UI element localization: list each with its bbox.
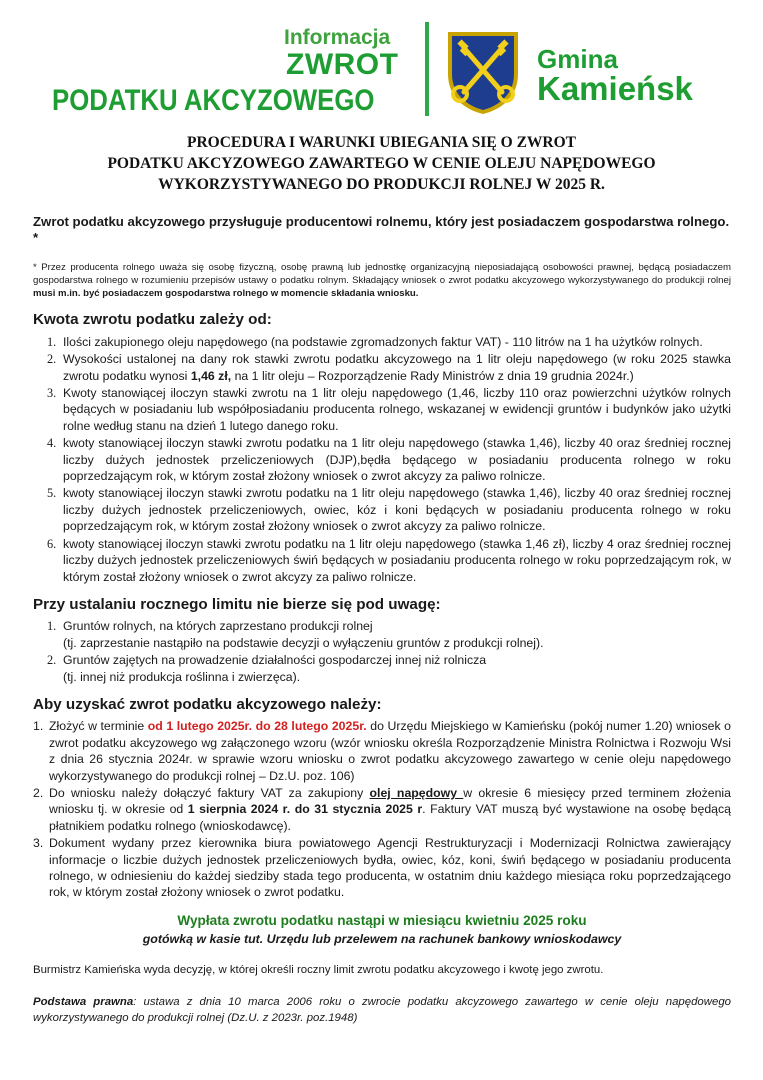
footnote-bold: musi m.in. być posiadaczem gospodarstwa rolnego w momencie składania wniosku. xyxy=(33,288,419,300)
list-item xyxy=(33,385,731,434)
footnote-text: * Przez producenta rolnego uważa się osobę fizyczną, osobę prawną lub jednostkę organizacyjną nieposiadającą osobowości prawnej, będącą posiadaczem gospodarstwa rolnego w rozumieniu przepisów ustawy o podatku rolnym. Składający wniosek o zwrot podatku akcyzowego wykorzystywanego do produkcji rolnej xyxy=(33,261,731,287)
list-item-text: Złożyć w terminie xyxy=(49,719,148,734)
section1-list xyxy=(33,334,731,585)
list-item-text-end: na 1 litr oleju – Rozporządzenie Rady Ministrów z dnia 19 grudnia 2024r.) xyxy=(231,368,634,383)
payout-method: gotówką w kasie tut. Urzędu lub przelewem na rachunek bankowy wnioskodawcy xyxy=(142,932,622,947)
list-item-text: Kwoty stanowiącej iloczyn stawki zwrotu na 1 litr oleju napędowego (1,46, liczby 110 oraz powierzchni użytków rolnych będących w posiadaniu lub współposiadaniu producenta rolnego, wskazanej w ewidencji gruntów i budynków jako użytki rolne według stanu na dzień 1 lutego danego roku. xyxy=(63,386,731,433)
section2-heading: Przy ustalaniu rocznego limitu nie bierze się pod uwagę: xyxy=(33,595,441,613)
list-item-text: kwoty stanowiącej iloczyn stawki zwrotu podatku na 1 litr oleju napędowego (stawka 1,46), liczby 40 oraz średniej rocznej liczby dużych jednostek przeliczeniowych, owiec, kóz i koni będących w posiadaniu producenta rolnego w roku poprzedzającym rok, w którym został złożony wniosek o zwrot akcyzy za paliwo rolnicze. xyxy=(63,486,731,534)
list-item-text: Gruntów rolnych, na których zaprzestano produkcji rolnej xyxy=(63,619,373,634)
section3-heading: Aby uzyskać zwrot podatku akcyzowego należy: xyxy=(33,695,382,713)
legal-basis-label: Podstawa prawna xyxy=(33,996,134,1009)
coat-of-arms-icon xyxy=(444,28,522,116)
header-gmina-text: Gmina xyxy=(537,44,618,74)
list-item xyxy=(33,718,731,784)
list-number: 3. xyxy=(47,386,57,401)
rate-value: 1,46 zł, xyxy=(190,368,232,383)
header-kamiensk-text: Kamieńsk xyxy=(537,70,693,107)
list-item-text-end: . Faktury VAT muszą być wystawione na osobę będącą płatnikiem podatku rolnego (wnioskodawcę). xyxy=(49,802,732,833)
list-number: 5. xyxy=(47,486,57,501)
list-number: 2. xyxy=(33,785,44,800)
list-item xyxy=(33,536,731,585)
document-body xyxy=(33,214,731,1027)
list-item-text: Gruntów zajętych na prowadzenie działalności gospodarczej innej niż rolnicza xyxy=(63,653,487,668)
list-item-text: Do wniosku należy dołączyć faktury VAT za zakupiony xyxy=(49,785,370,800)
list-item-text-end: do Urzędu Miejskiego w Kamieńsku (pokój numer 1.20) wniosek o zwrot podatku akcyzowego wg załączonego wzoru (wzór wniosku określa Rozporządzenie Ministra Rolnictwa i Rozwoju Wsi z dnia 26 stycznia 2024r. w sprawie wzoru wniosku o zwrot podatku akcyzowego zawartego w cenie oleju napędowego wykorzystywanego do produkcji rolnej – Dz.U. poz. 106) xyxy=(49,719,731,783)
header-banner xyxy=(0,22,763,122)
underlined-term: olej napędowy xyxy=(369,785,464,800)
list-number: 4. xyxy=(47,436,57,451)
list-item xyxy=(33,334,731,350)
list-item-text: Ilości zakupionego oleju napędowego (na podstawie zgromadzonych faktur VAT) - 110 litrów na 1 ha użytków rolnych. xyxy=(63,334,703,349)
list-item-subtext: (tj. innej niż produkcja roślinna i zwierzęca). xyxy=(63,669,301,684)
list-item xyxy=(33,485,731,534)
list-item-text-mid: w okresie 6 miesięcy przed terminem złożenia wniosku tj. w okresie od xyxy=(49,785,731,817)
header-podatku-text: PODATKU AKCYZOWEGO xyxy=(52,84,375,117)
list-number: 2. xyxy=(47,653,57,668)
header-divider xyxy=(425,22,429,116)
section3-list xyxy=(33,718,731,900)
list-number: 1. xyxy=(47,619,57,634)
header-info-text: Informacja xyxy=(284,26,391,49)
decision-paragraph: Burmistrz Kamieńska wyda decyzję, w której określi roczny limit zwrotu podatku akcyzowego i kwotę jego zwrotu. xyxy=(33,963,604,976)
list-item xyxy=(33,435,731,484)
footnote-paragraph xyxy=(33,261,731,301)
section2-list xyxy=(33,618,731,685)
legal-basis xyxy=(33,994,731,1027)
lead-paragraph: Zwrot podatku akcyzowego przysługuje producentowi rolnemu, który jest posiadaczem gospodarstwa rolnego. * xyxy=(33,214,730,246)
list-item xyxy=(33,835,731,901)
list-item xyxy=(33,652,731,685)
deadline-highlight: od 1 lutego 2025r. do 28 lutego 2025r. xyxy=(147,719,367,734)
list-item-text: Wysokości ustalonej na dany rok stawki zwrotu podatku akcyzowego na 1 litr oleju napędowego (w roku 2025 stawka zwrotu podatku wynosi xyxy=(63,352,731,383)
document-title xyxy=(60,132,703,195)
section1-heading: Kwota zwrotu podatku zależy od: xyxy=(33,311,272,329)
list-number: 3. xyxy=(33,836,44,851)
title-line-1: PROCEDURA I WARUNKI UBIEGANIA SIĘ O ZWROT xyxy=(186,134,576,151)
list-item-subtext: (tj. zaprzestanie nastąpiło na podstawie decyzji o wyłączeniu gruntów z produkcji rolnej). xyxy=(63,635,544,650)
title-line-3: WYKORZYSTYWANEGO DO PRODUKCJI ROLNEJ W 2025 R. xyxy=(158,176,605,193)
list-item xyxy=(33,618,731,651)
period-highlight: 1 sierpnia 2024 r. do 31 stycznia 2025 r xyxy=(187,802,423,817)
list-number: 6. xyxy=(47,536,57,551)
payout-notice: Wypłata zwrotu podatku nastąpi w miesiącu kwietniu 2025 roku xyxy=(177,912,587,928)
list-number: 1. xyxy=(47,334,57,349)
list-item-text: Dokument wydany przez kierownika biura powiatowego Agencji Restrukturyzacji i Modernizacji Rolnictwa zawierający informacje o liczbie dużych jednostek przeliczeniowych bydła, owiec, kóz, koni, świń będącego w posiadaniu producenta rolnego, w odniesieniu do każdej siedziby stada tego producenta, w ostatnim dniu każdego miesiąca roku poprzedzającego rok, w którym został złożony wniosek o zwrot podatku. xyxy=(49,836,731,900)
list-item-text: kwoty stanowiącej iloczyn stawki zwrotu podatku na 1 litr oleju napędowego (stawka 1,46), liczby 40 oraz średniej rocznej liczby dużych jednostek przeliczeniowych (DJP),będła będącego w posiadaniu producenta rolnego w roku poprzedzającym rok, w którym został złożony wniosek o zwrot akcyzy za paliwo rolnicze. xyxy=(63,436,731,484)
list-item-text: kwoty stanowiącej iloczyn stawki zwrotu podatku na 1 litr oleju napędowego (stawka 1,46 zł), liczby 4 oraz średniej rocznej liczby dużych jednostek przeliczeniowych świń będących w posiadaniu producenta rolnego w roku poprzedzającym rok, w którym został złożony wniosek o zwrot akcyzy za paliwo rolnicze. xyxy=(63,536,731,584)
list-item xyxy=(33,351,731,384)
list-item xyxy=(33,785,731,834)
title-line-2: PODATKU AKCYZOWEGO ZAWARTEGO W CENIE OLEJU NAPĘDOWEGO xyxy=(107,155,656,172)
list-number: 2. xyxy=(47,352,57,367)
header-zwrot-text: ZWROT xyxy=(286,48,399,81)
legal-basis-text: : ustawa z dnia 10 marca 2006 roku o zwrocie podatku akcyzowego zawartego w cenie oleju napędowego wykorzystywanego do produkcji rolnej (Dz.U. z 2023r. poz.1948) xyxy=(33,996,731,1025)
list-number: 1. xyxy=(33,719,44,734)
